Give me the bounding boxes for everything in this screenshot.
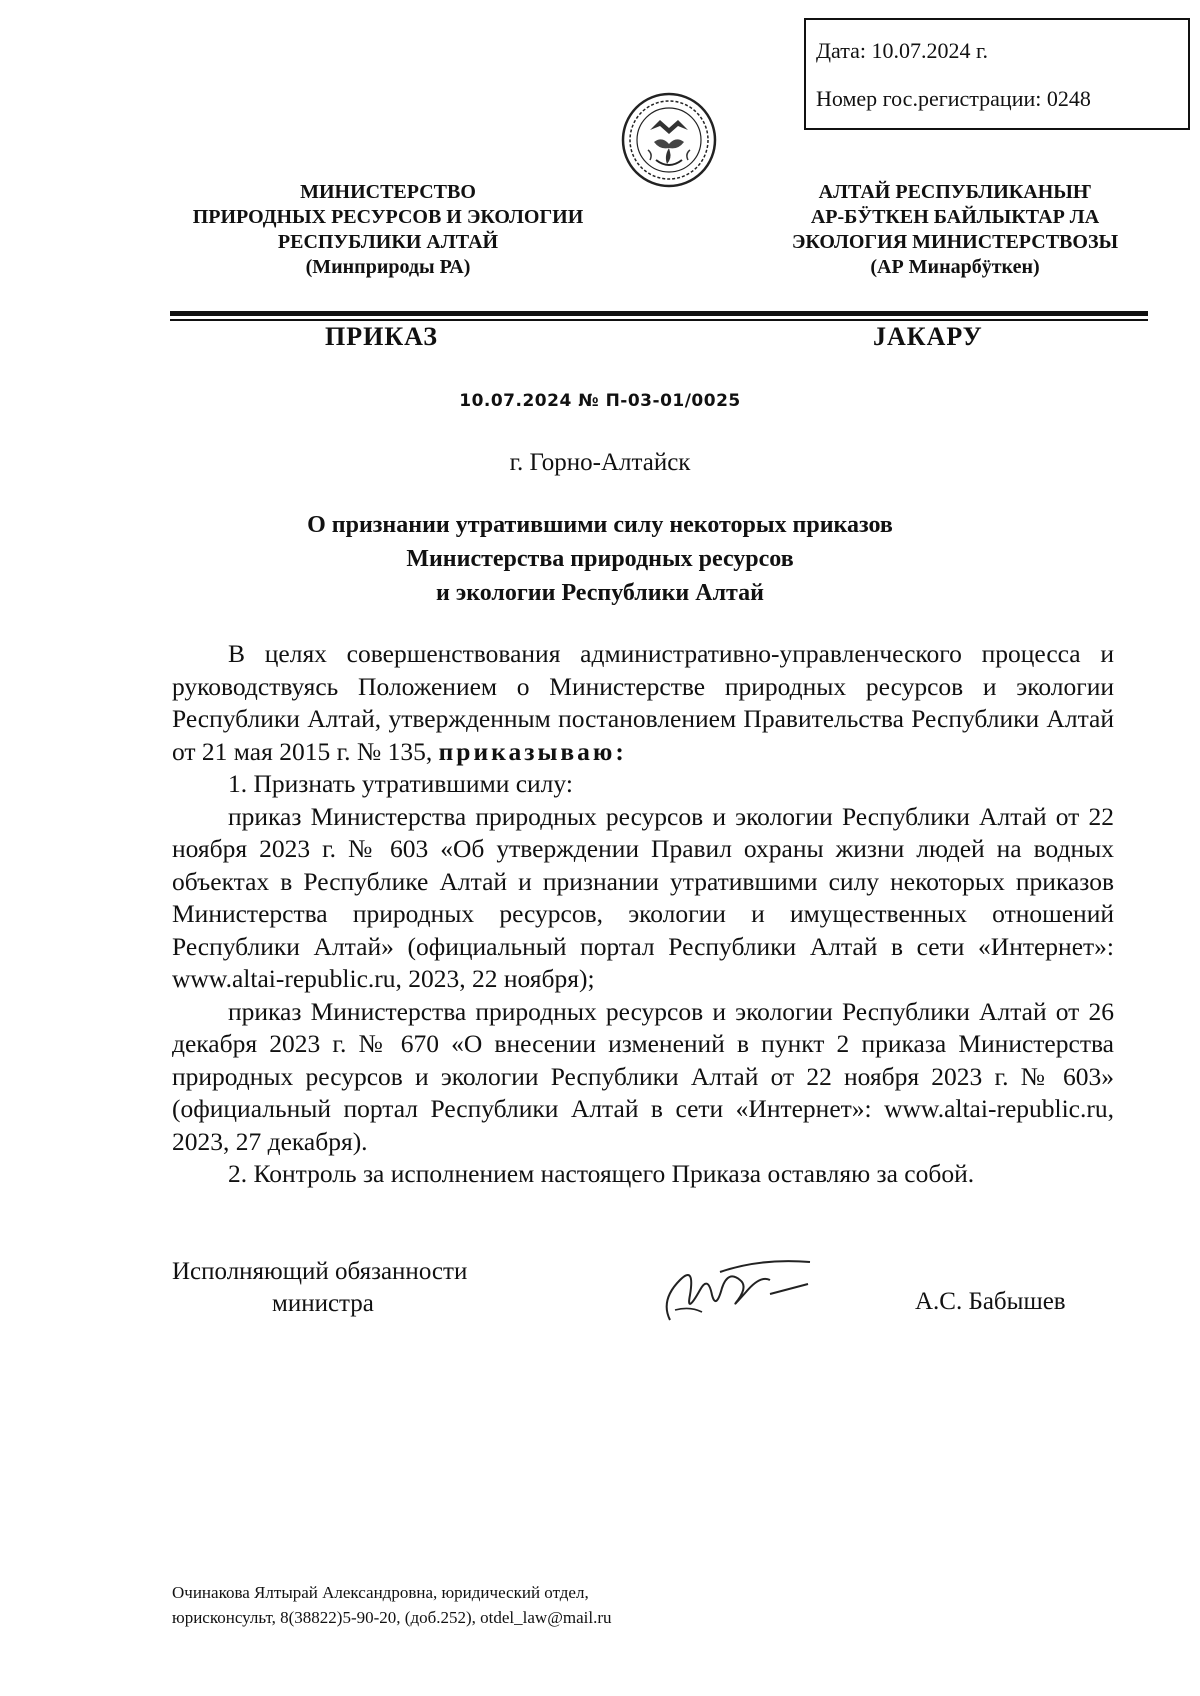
- ministry-name-altai: [740, 180, 1170, 280]
- ministry-ru-line3: РЕСПУБЛИКИ АЛТАЙ: [277, 231, 499, 253]
- title-line2: Министерства природных ресурсов: [406, 546, 794, 572]
- handwritten-signature: [650, 1250, 820, 1330]
- registration-stamp: [804, 18, 1190, 130]
- coat-of-arms-icon: [620, 90, 718, 190]
- header-divider-thin: [170, 319, 1148, 321]
- preamble-text: В целях совершенствования административно-управленческого процесса и руководствуясь Положением о Министерстве природных ресурсов и экологии Республики Алтай, утвержденным постановлением Правительства Республики Алтай от 21 мая 2015 г. № 135,: [172, 639, 1114, 766]
- registration-number-value: 0248: [1046, 86, 1091, 111]
- ministry-alt-short: (АР Минарбӱткен): [870, 256, 1040, 278]
- order-number: 10.07.2024 № П-03-01/0025: [459, 391, 741, 411]
- executor-footer: [172, 1580, 612, 1630]
- header-divider: [170, 311, 1148, 316]
- footer-line2: юрисконсульт, 8(38822)5-90-20, (доб.252), otdel_law@mail.ru: [172, 1608, 612, 1627]
- ministry-alt-line2: АР-БӰТКЕН БАЙЛЫКТАР ЛА: [810, 206, 1100, 228]
- registration-number: [816, 86, 1091, 112]
- document-title: [0, 508, 1200, 610]
- ministry-name-russian: [178, 180, 598, 280]
- item-1b: приказ Министерства природных ресурсов и экологии Республики Алтай от 26 декабря 2023 г. № 670 «О внесении изменений в пункт 2 приказа Министерства природных ресурсов и экологии Республики Алтай от 22 ноября 2023 г. № 603» (официальный портал Республики Алтай в сети «Интернет»: www.altai-republic.ru, 2023, 27 декабря).: [172, 996, 1114, 1156]
- signatory-position: [172, 1256, 467, 1320]
- position-line2: министра: [272, 1290, 374, 1317]
- ministry-alt-line1: АЛТАЙ РЕСПУБЛИКАНЫҤ: [818, 181, 1092, 203]
- title-line1: О признании утратившими силу некоторых приказов: [307, 512, 893, 538]
- signatory-name: А.С. Бабышев: [915, 1288, 1066, 1315]
- item-1a: приказ Министерства природных ресурсов и экологии Республики Алтай от 22 ноября 2023 г. № 603 «Об утверждении Правил охраны жизни людей на водных объектах в Республике Алтай и признании утратившими силу некоторых приказов Министерства природных ресурсов, экологии и имущественных отношений Республики Алтай» (официальный портал Республики Алтай в сети «Интернет»: www.altai-republic.ru, 2023, 22 ноября);: [172, 801, 1114, 993]
- document-body: [172, 638, 1114, 1191]
- ministry-ru-short: (Минприроды РА): [305, 256, 471, 278]
- registration-date: [816, 38, 988, 64]
- position-line1: Исполняющий обязанности: [172, 1258, 468, 1285]
- registration-date-label: Дата:: [816, 38, 866, 63]
- item-1: 1. Признать утратившими силу:: [228, 769, 573, 798]
- registration-number-label: Номер гос.регистрации:: [816, 86, 1042, 111]
- title-line3: и экологии Республики Алтай: [436, 580, 764, 606]
- ministry-ru-line1: МИНИСТЕРСТВО: [300, 181, 476, 203]
- ministry-alt-line3: ЭКОЛОГИЯ МИНИСТЕРСТВОЗЫ: [791, 231, 1119, 253]
- order-word-altai: JАКАРУ: [873, 322, 983, 351]
- footer-line1: Очинакова Ялтырай Александровна, юридический отдел,: [172, 1583, 589, 1602]
- item-2: 2. Контроль за исполнением настоящего Приказа оставляю за собой.: [228, 1159, 975, 1188]
- order-word-russian: ПРИКАЗ: [325, 322, 439, 351]
- registration-date-value: 10.07.2024 г.: [871, 38, 989, 63]
- city: г. Горно-Алтайск: [509, 449, 691, 476]
- preamble-paragraph: [172, 638, 1114, 768]
- order-directive: приказываю:: [438, 736, 627, 766]
- ministry-ru-line2: ПРИРОДНЫХ РЕСУРСОВ И ЭКОЛОГИИ: [192, 206, 584, 228]
